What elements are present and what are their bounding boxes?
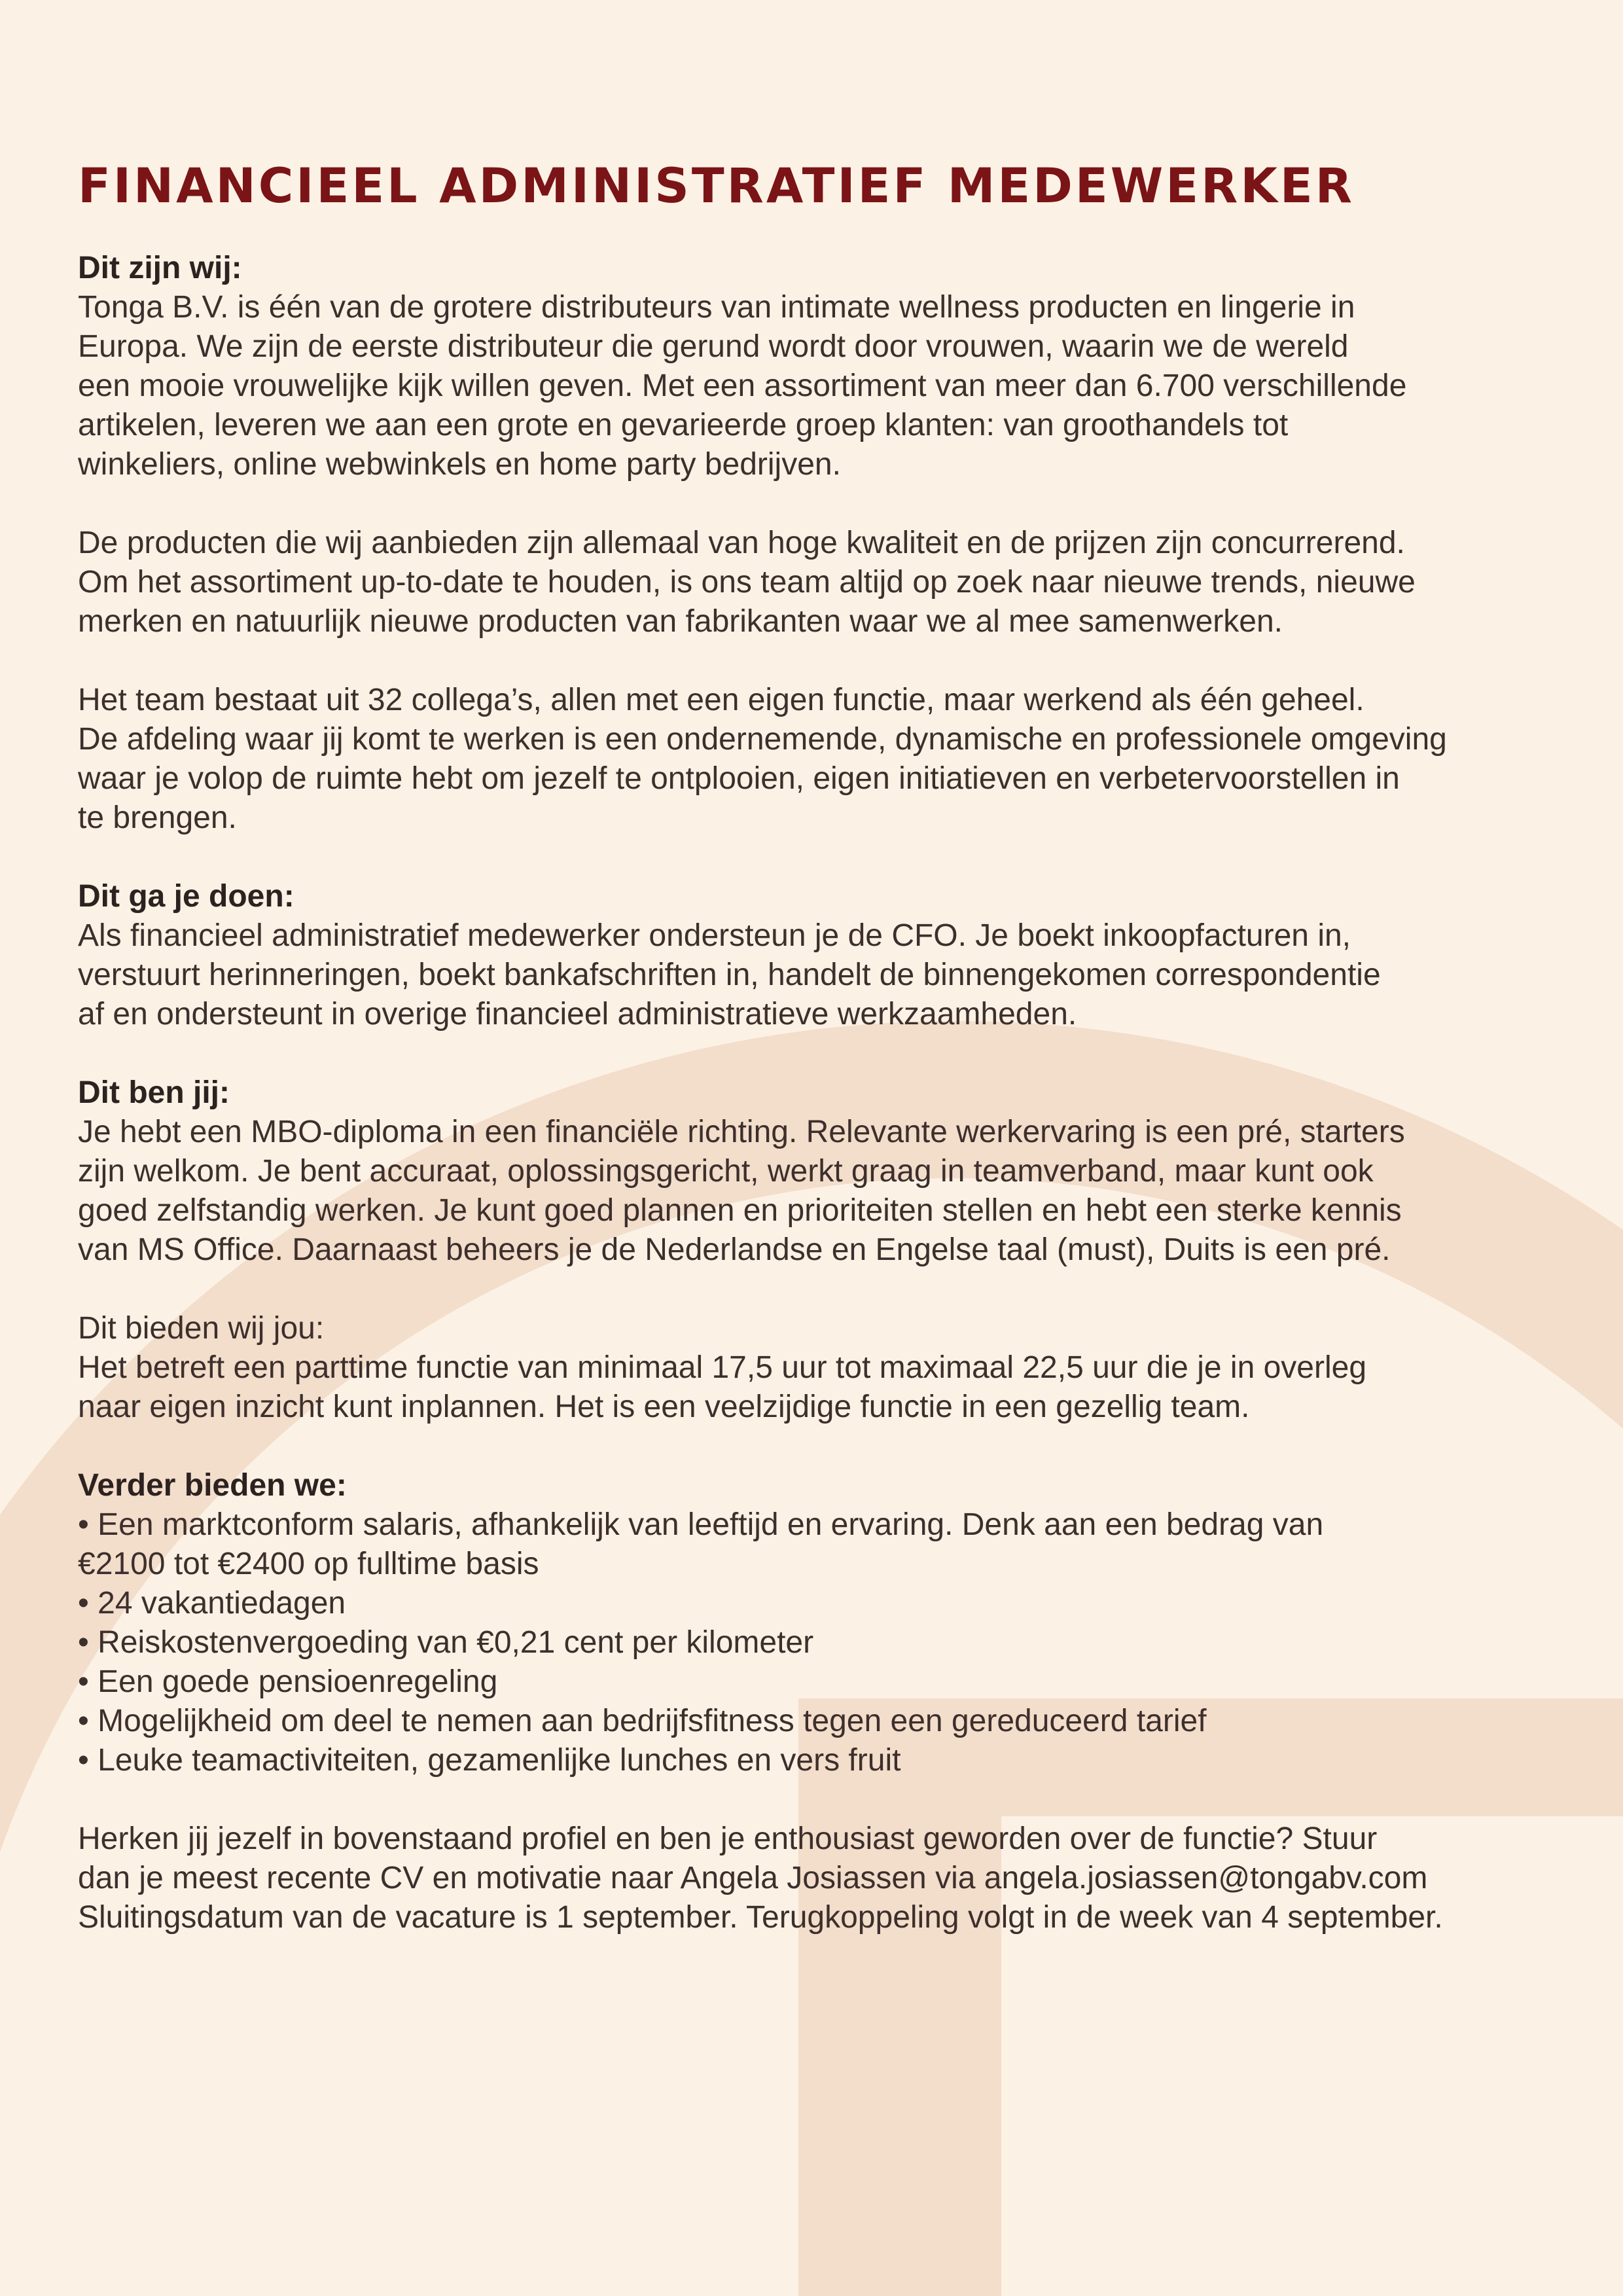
text-line: goed zelfstandig werken. Je kunt goed plannen en prioriteiten stellen en hebt een sterke kennis — [78, 1193, 1402, 1228]
section-heading: Dit bieden wij jou: — [78, 1311, 325, 1346]
text-line: Het team bestaat uit 32 collega’s, allen met een eigen functie, maar werkend als één geheel. — [78, 683, 1364, 717]
section-heading: Verder bieden we: — [78, 1468, 347, 1503]
text-line: artikelen, leveren we aan een grote en gevarieerde groep klanten: van groothandels tot — [78, 408, 1289, 442]
text-line: Je hebt een MBO-diploma in een financiële richting. Relevante werkervaring is een pré, starters — [78, 1115, 1405, 1149]
text-line: van MS Office. Daarnaast beheers je de Nederlandse en Engelse taal (must), Duits is een pré. — [78, 1232, 1391, 1267]
text-line: te brengen. — [78, 800, 237, 835]
text-line: De afdeling waar jij komt te werken is een ondernemende, dynamische en professionele omgeving — [78, 722, 1447, 757]
section-offer — [78, 1309, 1583, 1427]
section-heading: Dit zijn wij: — [78, 251, 242, 285]
section-benefits — [78, 1466, 1583, 1780]
section-heading: Dit ga je doen: — [78, 879, 294, 914]
text-line: Om het assortiment up-to-date te houden, is ons team altijd op zoek naar nieuwe trends, nieuwe — [78, 565, 1416, 600]
section-heading: Dit ben jij: — [78, 1075, 230, 1110]
text-line: Europa. We zijn de eerste distributeur die gerund wordt door vrouwen, waarin we de wereld — [78, 329, 1349, 364]
text-line: Herken jij jezelf in bovenstaand profiel en ben je enthousiast geworden over de functie? Stuur — [78, 1821, 1378, 1856]
section-team — [78, 681, 1583, 838]
list-item: • Mogelijkheid om deel te nemen aan bedrijfsfitness tegen een gereduceerd tarief — [78, 1704, 1207, 1738]
text-line: verstuurt herinneringen, boekt bankafschriften in, handelt de binnengekomen correspondentie — [78, 958, 1381, 992]
section-apply — [78, 1820, 1583, 1937]
section-intro — [78, 249, 1583, 484]
text-line: merken en natuurlijk nieuwe producten van fabrikanten waar we al mee samenwerken. — [78, 604, 1283, 639]
text-line: zijn welkom. Je bent accuraat, oplossingsgericht, werkt graag in teamverband, maar kunt ook — [78, 1154, 1374, 1189]
list-item: • Reiskostenvergoeding van €0,21 cent per kilometer — [78, 1625, 814, 1660]
text-line: naar eigen inzicht kunt inplannen. Het is een veelzijdige functie in een gezellig team. — [78, 1390, 1250, 1424]
text-line: dan je meest recente CV en motivatie naar Angela Josiassen via angela.josiassen@tongabv.com — [78, 1861, 1428, 1895]
text-line: Als financieel administratief medewerker ondersteun je de CFO. Je boekt inkoopfacturen in, — [78, 918, 1351, 953]
section-profile — [78, 1073, 1583, 1270]
job-description — [78, 249, 1583, 1977]
text-line: een mooie vrouwelijke kijk willen geven. Met een assortiment van meer dan 6.700 verschillende — [78, 368, 1407, 403]
list-item: • Een marktconform salaris, afhankelijk van leeftijd en ervaring. Denk aan een bedrag van — [78, 1507, 1324, 1542]
text-line: waar je volop de ruimte hebt om jezelf te ontplooien, eigen initiatieven en verbetervoorstellen in — [78, 761, 1400, 796]
text-line: De producten die wij aanbieden zijn allemaal van hoge kwaliteit en de prijzen zijn concurrerend. — [78, 526, 1405, 560]
section-products — [78, 524, 1583, 641]
list-item: €2100 tot €2400 op fulltime basis — [78, 1547, 539, 1581]
list-item: • 24 vakantiedagen — [78, 1586, 346, 1621]
text-line: winkeliers, online webwinkels en home party bedrijven. — [78, 447, 841, 482]
list-item: • Leuke teamactiviteiten, gezamenlijke lunches en vers fruit — [78, 1743, 901, 1778]
text-line: Tonga B.V. is één van de grotere distributeurs van intimate wellness producten en lingerie in — [78, 290, 1355, 325]
page-title: FINANCIEEL ADMINISTRATIEF MEDEWERKER — [78, 158, 1355, 214]
text-line: Het betreft een parttime functie van minimaal 17,5 uur tot maximaal 22,5 uur die je in overleg — [78, 1350, 1367, 1385]
list-item: • Een goede pensioenregeling — [78, 1664, 498, 1699]
section-tasks — [78, 877, 1583, 1034]
text-line: af en ondersteunt in overige financieel administratieve werkzaamheden. — [78, 997, 1077, 1031]
text-line: Sluitingsdatum van de vacature is 1 september. Terugkoppeling volgt in de week van 4 september. — [78, 1900, 1443, 1935]
